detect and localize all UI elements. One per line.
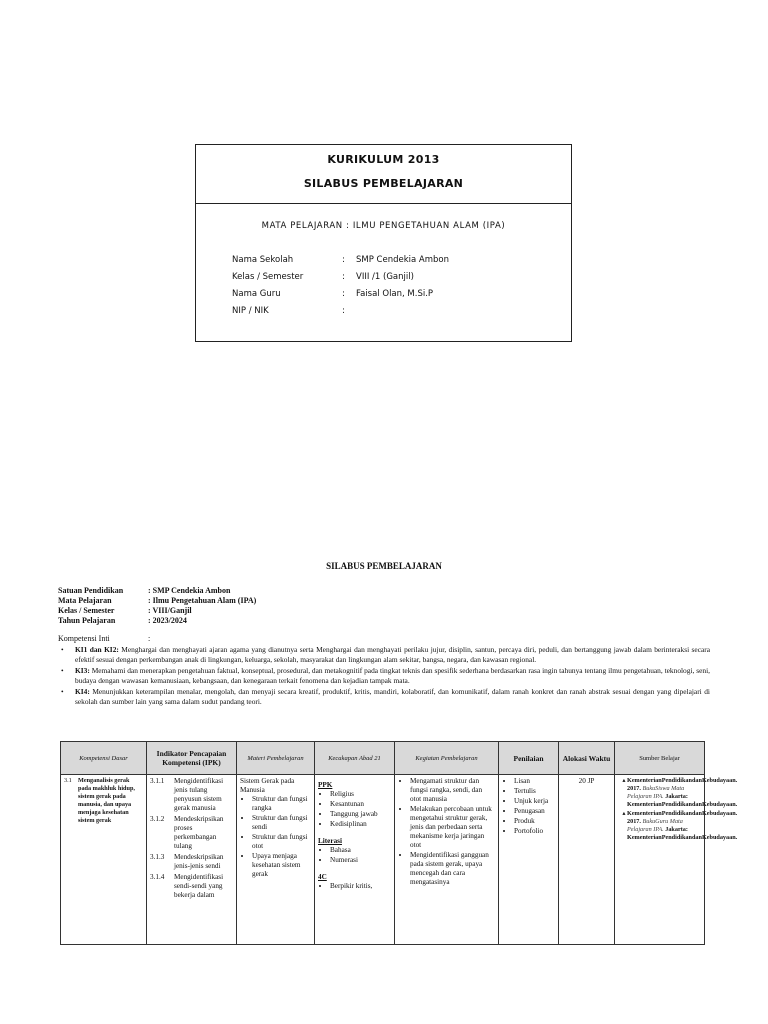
ki-text: Menunjukkan keterampilan menalar, mengolah, dan menyaji secara kreatif, produktif, kritis, mandiri, kolaboratif, dan komunikatif, dalam ranah konkret dan ranah abstrak sesuai dengan yang dipelajari di sekolah dan sumber lain yang sama dalam sudut pandang teori. [75,686,710,707]
list-item: • Kedisiplinan [330,820,391,829]
ki-label: Kompetensi Inti [58,634,110,643]
source-publisher: KementerianPendidikandanKebudayaan. 2017. [627,810,738,825]
list-item: • Portofolio [514,827,555,836]
ki-item [58,687,710,708]
ipk-num: 3.1.1 [150,777,165,785]
meta-value: : 2023/2024 [148,616,187,625]
ipk-num: 3.1.4 [150,873,165,881]
source-city: Jakarta: [665,793,688,800]
kd-num: 3.1 [64,777,72,784]
kd-cell [61,775,147,945]
ki-colon: : [148,634,151,643]
bullet-icon: • [61,645,64,654]
syllabus-title: SILABUS PEMBELAJARAN [326,561,442,571]
kegiatan-cell [395,775,499,945]
list-item [627,810,738,842]
meta-row [58,606,256,616]
school-info [232,255,449,323]
materi-cell [237,775,315,945]
col-header: Penilaian [499,742,559,775]
ki-list [58,645,710,707]
meta-label: Tahun Pelajaran [58,616,116,625]
sumber-list [618,777,738,842]
source-publisher: KementerianPendidikandanKebudayaan. 2017. [627,777,738,792]
ipk-num: 3.1.2 [150,815,165,823]
materi-list [240,795,311,879]
list-item: • Bahasa [330,846,391,855]
col-header: Indikator Pencapaian Kompetensi (IPK) [147,742,237,775]
table-row [61,775,705,945]
col-header: Materi Pembelajaran [237,742,315,775]
meta-value: : VIII/Ganjil [148,606,192,615]
ki-text: Memahami dan menerapkan pengetahuan faktual, konseptual, prosedural, dan metakognitif pada tingkat teknis dan spesifik sederhana berdasarkan rasa ingin tahunya tentang ilmu pengetahuan, teknologi, seni, budaya dengan wawasan kemanusiaan, kebangsaan, dan kenegaraan terkait fenomena dan kejadian tampak mata. [75,665,710,686]
bullet-icon: • [61,686,64,696]
info-colon: : [342,272,345,282]
info-value: VIII /1 (Ganjil) [356,272,414,282]
subject-line: MATA PELAJARAN : ILMU PENGETAHUAN ALAM (IPA) [261,221,506,231]
sumber-cell [615,775,738,945]
ki-code: KI1 dan KI2: [75,645,119,654]
kd-text: Menganalisis gerak pada makhluk hidup, sistem gerak pada manusia, dan upaya menjaga kesehatan sistem gerak [78,777,135,824]
cover-header [196,145,571,204]
4c-list [318,882,391,891]
cover-box [195,144,572,342]
meta-value: : Ilmu Pengetahuan Alam (IPA) [148,596,257,605]
list-item: • Numerasi [330,856,391,865]
bullet-icon: • [61,665,64,675]
syllabus-meta [58,586,256,626]
info-colon: : [342,306,345,316]
ipk-item [150,873,233,900]
ki-item [58,666,710,687]
ipk-num: 3.1.3 [150,853,165,861]
ki-heading [58,634,151,643]
kegiatan-list [398,777,495,887]
info-colon: : [342,255,345,265]
list-item: • Penugasan [514,807,555,816]
meta-row [58,596,256,606]
list-item: • Religius [330,790,391,799]
literasi-heading: Literasi [318,837,342,845]
source-publisher: KementerianPendidikandanKebudayaan. [627,834,738,841]
ipk-cell [147,775,237,945]
literasi-list [318,846,391,865]
ppk-heading: PPK [318,781,333,789]
abad21-cell [315,775,395,945]
list-item: • Produk [514,817,555,826]
ipk-text: Mendeskripsikan jenis-jenis sendi [174,853,224,870]
penilaian-list [502,777,555,836]
info-row [232,255,449,272]
ki-text: Menghargai dan menghayati ajaran agama yang dianutnya serta Menghargai dan menghayati perilaku jujur, disiplin, santun, percaya diri, peduli, dan bertanggung jawab dalam berinteraksi secara efektif sesuai dengan perkembangan anak di lingkungan, keluarga, sekolah, masyarakat dan lingkungan alam sekitar, bangsa, negara, dan kawasan regional. [75,645,710,665]
ipk-text: Mengidentifikasi sendi-sendi yang bekerja dalam [174,873,224,899]
list-item [627,777,738,809]
list-item: • Unjuk kerja [514,797,555,806]
info-colon: : [342,289,345,299]
info-label: Kelas / Semester [232,272,304,282]
info-label: NIP / NIK [232,306,269,316]
list-item: • Struktur dan fungsi rangka [252,795,311,813]
source-title: BukuSiswa Mata Pelajaran IPA. [627,785,685,800]
meta-value: : SMP Cendekia Ambon [148,586,231,595]
info-value: Faisal Olan, M.Si.P [356,289,434,299]
cover-subtitle: SILABUS PEMBELAJARAN [303,177,464,190]
cover-title: KURIKULUM 2013 [327,153,440,166]
meta-row [58,616,256,626]
ipk-item [150,777,233,813]
table-header-row [61,742,705,775]
alokasi-value: 20 JP [578,777,595,785]
ki-code: KI4: [75,686,90,696]
penilaian-cell [499,775,559,945]
info-label: Nama Sekolah [232,255,294,265]
info-row [232,272,449,289]
materi-intro: Sistem Gerak pada Manusia [240,777,295,794]
col-header: Kompetensi Dasar [61,742,147,775]
list-item: • Tanggung jawab [330,810,391,819]
ipk-text: Mendeskripsikan proses perkembangan tulang [174,815,224,850]
info-row [232,289,449,306]
source-publisher: KementerianPendidikandanKebudayaan. [627,801,738,808]
meta-label: Mata Pelajaran [58,596,112,605]
ki-item [58,645,710,666]
list-item: • Mengidentifikasi gangguan pada sistem gerak, upaya mencegah dan cara mengatasinya [410,851,495,887]
source-title: BukuGuru Mata Pelajaran IPA. [627,818,683,833]
4c-heading: 4C [318,873,327,881]
meta-row [58,586,256,596]
list-item: • Lisan [514,777,555,786]
alokasi-cell [559,775,615,945]
col-header: Kecakapan Abad 21 [315,742,395,775]
info-row [232,306,449,323]
list-item: • Upaya menjaga kesehatan sistem gerak [252,852,311,879]
syllabus-table [60,741,738,945]
list-item: • Berpikir kritis, [330,882,391,891]
list-item: • Tertulis [514,787,555,796]
list-item: • Mengamati struktur dan fungsi rangka, sendi, dan otot manusia [410,777,495,804]
ki-code: KI3: [75,665,90,675]
meta-label: Kelas / Semester [58,606,115,615]
col-header: Sumber Belajar [615,742,705,775]
meta-label: Satuan Pendidikan [58,586,124,595]
list-item: • Melakukan percobaan untuk mengetahui struktur gerak, jenis dan perbedaan serta mekanisme kerja jaringan otot [410,805,495,850]
kd-item [64,777,143,825]
list-item: • Struktur dan fungsi sendi [252,814,311,832]
col-header: Alokasi Waktu [559,742,615,775]
ipk-text: Mengidentifikasi jenis tulang penyusun sistem gerak manusia [174,777,224,812]
info-label: Nama Guru [232,289,281,299]
source-city: Jakarta: [665,826,688,833]
ipk-item [150,815,233,851]
list-item: • Kesantunan [330,800,391,809]
col-header: Kegiatan Pembelajaran [395,742,499,775]
list-item: • Struktur dan fungsi otot [252,833,311,851]
info-value: SMP Cendekia Ambon [356,255,450,265]
ppk-list [318,790,391,829]
ipk-item [150,853,233,871]
